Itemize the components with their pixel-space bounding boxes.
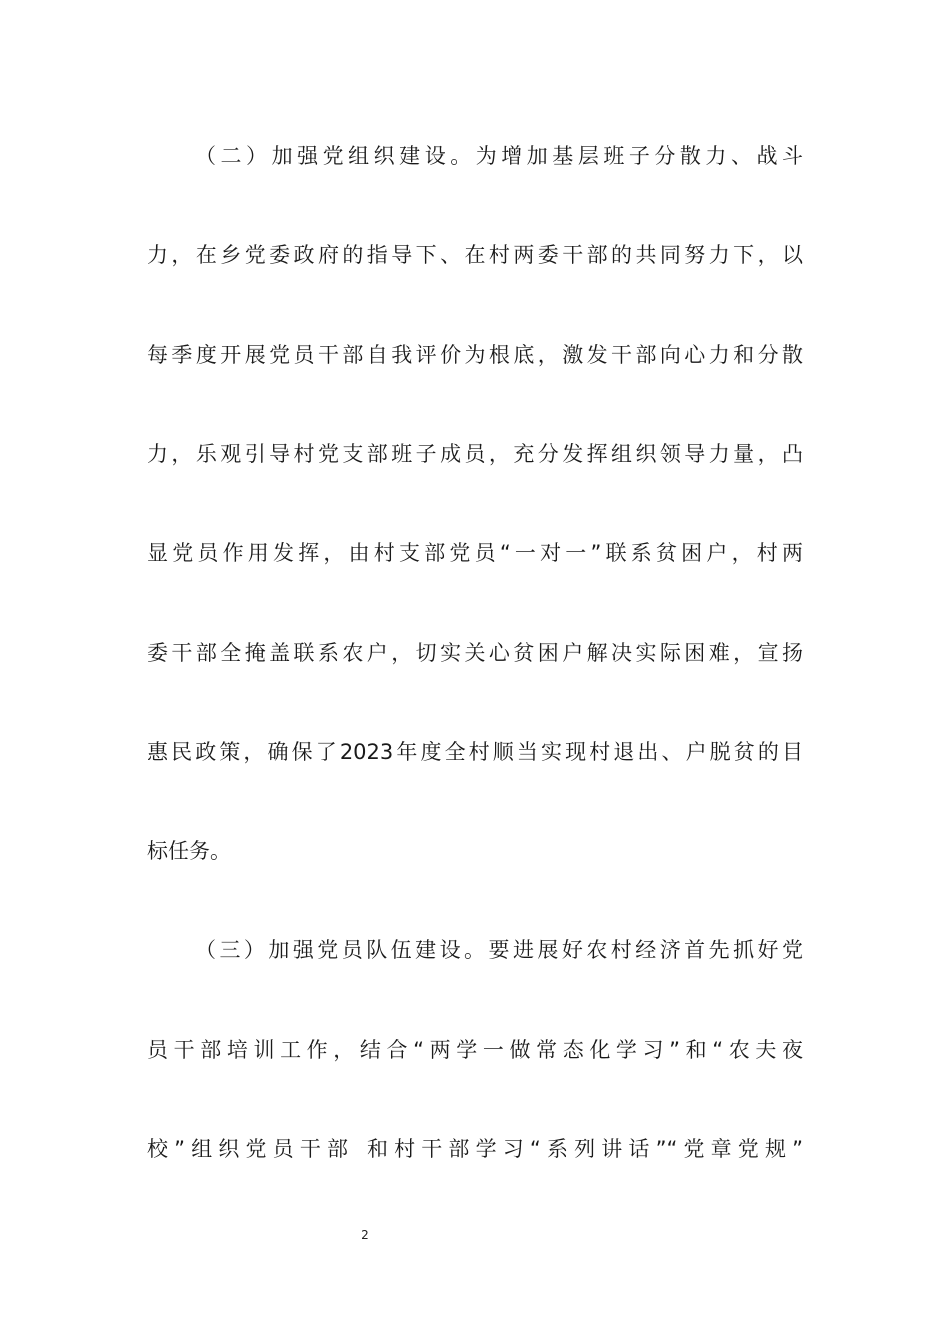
paragraph-2-line-3: 每季度开展党员干部自我评价为根底，激发干部向心力和分散 [147, 343, 803, 367]
paragraph-3-line-1: （三）加强党员队伍建设。要进展好农村经济首先抓好党 [195, 938, 803, 962]
paragraph-2-line-4: 力，乐观引导村党支部班子成员，充分发挥组织领导力量，凸 [147, 442, 803, 466]
paragraph-2-line-6: 委干部全掩盖联系农户，切实关心贫困户解决实际困难，宣扬 [147, 641, 803, 665]
paragraph-3-line-2: 员干部培训工作，结合“两学一做常态化学习”和“农夫夜 [147, 1038, 803, 1062]
paragraph-2-line-1: （二）加强党组织建设。为增加基层班子分散力、战斗 [195, 144, 803, 168]
paragraph-2-line-8: 标任务。 [147, 839, 231, 863]
paragraph-3-line-3: 校”组织党员干部 和村干部学习“系列讲话”“党章党规” [147, 1137, 803, 1161]
paragraph-2-line-2: 力，在乡党委政府的指导下、在村两委干部的共同努力下，以 [147, 243, 803, 267]
page-number: 2 [361, 1228, 369, 1242]
paragraph-2-line-7: 惠民政策，确保了2023年度全村顺当实现村退出、户脱贫的目 [147, 740, 803, 764]
paragraph-2-line-5: 显党员作用发挥，由村支部党员“一对一”联系贫困户，村两 [147, 541, 803, 565]
